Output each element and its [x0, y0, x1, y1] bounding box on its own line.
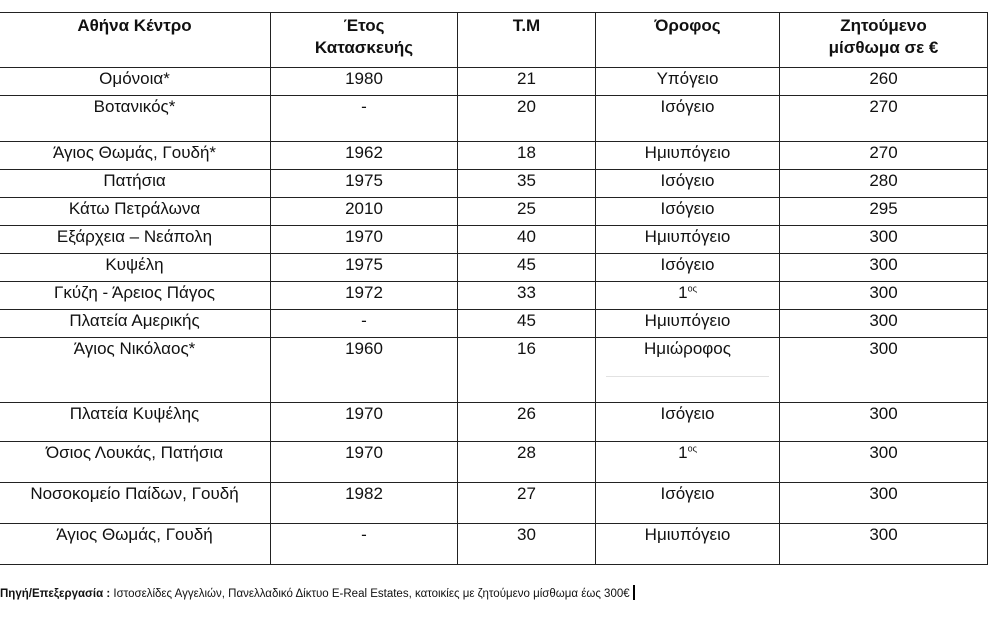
cell-year: - — [271, 96, 458, 142]
source-text: Ιστοσελίδες Αγγελιών, Πανελλαδικό Δίκτυο E-Real Estates, κατοικίες με ζητούμενο μίσθωμα έως 300€ — [110, 588, 630, 600]
cell-year: 1970 — [271, 442, 458, 483]
cell-floor: Ημιώροφος — [596, 338, 780, 403]
cell-area: Πλατεία Κυψέλης — [0, 403, 271, 442]
table-row — [0, 96, 988, 142]
header-rent: Ζητούμενο μίσθωμα σε € — [780, 13, 988, 68]
cell-area: Νοσοκομείο Παίδων, Γουδή — [0, 483, 271, 524]
cell-sqm: 45 — [458, 310, 596, 338]
cell-year: 2010 — [271, 198, 458, 226]
cell-year: 1970 — [271, 403, 458, 442]
cell-floor: Ισόγειο — [596, 403, 780, 442]
source-label: Πηγή/Επεξεργασία : — [0, 588, 111, 600]
cell-year: 1970 — [271, 226, 458, 254]
faint-divider — [606, 376, 769, 377]
table-row — [0, 310, 988, 338]
cell-area: Πλατεία Αμερικής — [0, 310, 271, 338]
cell-area: Κάτω Πετράλωνα — [0, 198, 271, 226]
cell-year: 1980 — [271, 68, 458, 96]
header-floor: Όροφος — [596, 13, 780, 68]
cell-rent: 300 — [780, 310, 988, 338]
cell-year: 1975 — [271, 170, 458, 198]
cell-floor: Ημιυπόγειο — [596, 142, 780, 170]
cell-floor: Υπόγειο — [596, 68, 780, 96]
cell-floor: Ισόγειο — [596, 483, 780, 524]
rent-listings-table — [0, 12, 988, 565]
cell-floor: Ισόγειο — [596, 170, 780, 198]
cell-rent: 300 — [780, 226, 988, 254]
cell-floor: Ισόγειο — [596, 96, 780, 142]
cell-area: Βοτανικός* — [0, 96, 271, 142]
cell-area: Άγιος Θωμάς, Γουδή — [0, 524, 271, 565]
cell-floor: Ισόγειο — [596, 254, 780, 282]
cell-rent: 280 — [780, 170, 988, 198]
cell-floor: Ημιυπόγειο — [596, 310, 780, 338]
cell-sqm: 18 — [458, 142, 596, 170]
cell-year: 1982 — [271, 483, 458, 524]
cell-rent: 300 — [780, 483, 988, 524]
cell-rent: 300 — [780, 282, 988, 310]
cell-floor: $1^{o\varsigma}$ — [596, 442, 780, 483]
cell-floor: Ημιυπόγειο — [596, 226, 780, 254]
cell-year: 1975 — [271, 254, 458, 282]
header-year-built: Έτος Κατασκευής — [271, 13, 458, 68]
cell-rent: 300 — [780, 524, 988, 565]
cell-sqm: 16 — [458, 338, 596, 403]
cell-sqm: 45 — [458, 254, 596, 282]
table-row — [0, 282, 988, 310]
cell-area: Ομόνοια* — [0, 68, 271, 96]
text-cursor — [633, 585, 635, 600]
table-row — [0, 442, 988, 483]
table-row — [0, 170, 988, 198]
cell-floor: Ημιυπόγειο — [596, 524, 780, 565]
cell-sqm: 25 — [458, 198, 596, 226]
table-header-row — [0, 13, 988, 68]
table-row — [0, 254, 988, 282]
header-sqm: Τ.Μ — [458, 13, 596, 68]
cell-sqm: 26 — [458, 403, 596, 442]
cell-sqm: 28 — [458, 442, 596, 483]
cell-floor: $1^{o\varsigma}$ — [596, 282, 780, 310]
cell-area: Γκύζη - Άρειος Πάγος — [0, 282, 271, 310]
table-row — [0, 198, 988, 226]
cell-sqm: 35 — [458, 170, 596, 198]
table-row — [0, 68, 988, 96]
cell-rent: 260 — [780, 68, 988, 96]
cell-rent: 300 — [780, 338, 988, 403]
cell-sqm: 40 — [458, 226, 596, 254]
table-row — [0, 226, 988, 254]
table-row — [0, 338, 988, 403]
cell-year: - — [271, 524, 458, 565]
cell-sqm: 33 — [458, 282, 596, 310]
cell-area: Εξάρχεια – Νεάπολη — [0, 226, 271, 254]
cell-rent: 300 — [780, 442, 988, 483]
cell-rent: 270 — [780, 96, 988, 142]
cell-sqm: 27 — [458, 483, 596, 524]
cell-floor: Ισόγειο — [596, 198, 780, 226]
cell-area: Άγιος Θωμάς, Γουδή* — [0, 142, 271, 170]
cell-sqm: 20 — [458, 96, 596, 142]
cell-year: 1960 — [271, 338, 458, 403]
table-row — [0, 483, 988, 524]
table-row — [0, 524, 988, 565]
source-note — [0, 585, 635, 601]
cell-rent: 295 — [780, 198, 988, 226]
cell-rent: 300 — [780, 403, 988, 442]
cell-year: 1972 — [271, 282, 458, 310]
cell-sqm: 30 — [458, 524, 596, 565]
cell-year: - — [271, 310, 458, 338]
table-row — [0, 142, 988, 170]
table-row — [0, 403, 988, 442]
cell-area: Άγιος Νικόλαος* — [0, 338, 271, 403]
cell-sqm: 21 — [458, 68, 596, 96]
header-area: Αθήνα Κέντρο — [0, 13, 271, 68]
cell-year: 1962 — [271, 142, 458, 170]
cell-rent: 300 — [780, 254, 988, 282]
cell-area: Κυψέλη — [0, 254, 271, 282]
cell-rent: 270 — [780, 142, 988, 170]
cell-area: Πατήσια — [0, 170, 271, 198]
cell-area: Όσιος Λουκάς, Πατήσια — [0, 442, 271, 483]
